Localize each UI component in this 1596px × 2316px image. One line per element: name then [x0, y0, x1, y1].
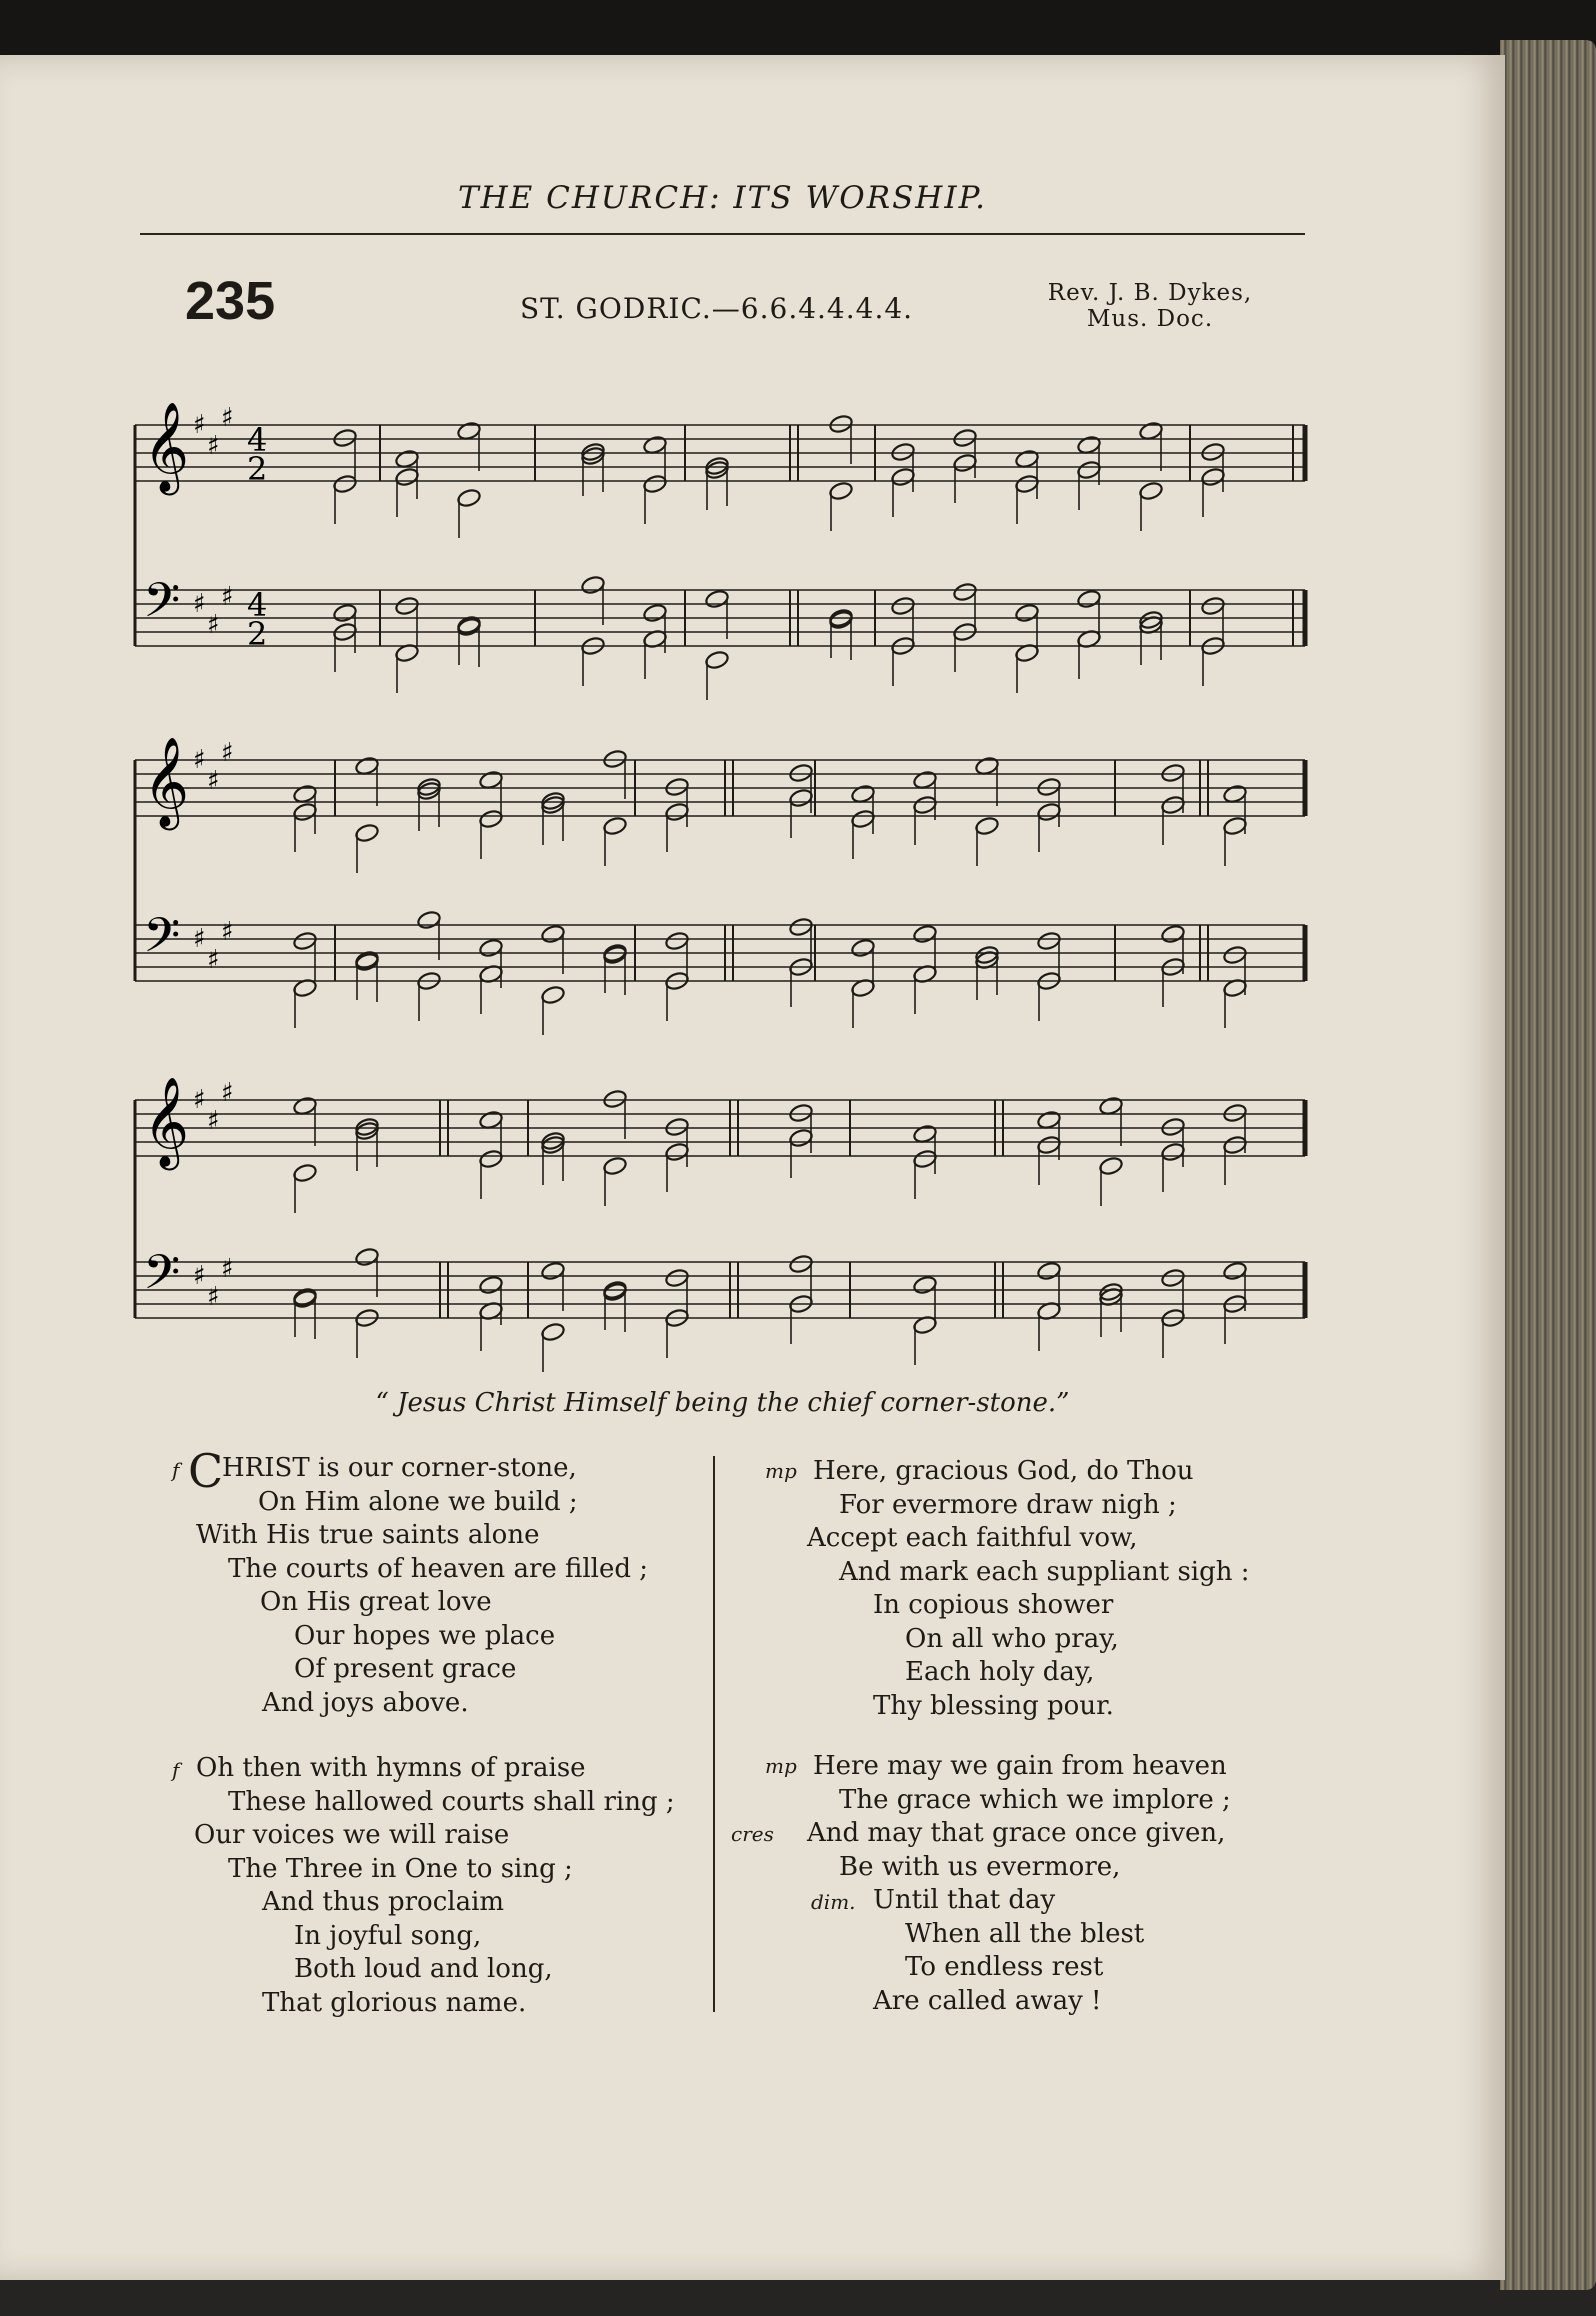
verse-line: Are called away !: [873, 1985, 1102, 2016]
verse-line: Thy blessing pour.: [873, 1690, 1114, 1721]
note-head: [292, 931, 317, 952]
note-head: [1036, 802, 1061, 823]
scripture-epigraph: “ Jesus Christ Himself being the chief corner-stone.”: [375, 1388, 1070, 1418]
note-head: [1098, 1156, 1123, 1177]
sharp-sign: ♯: [193, 1085, 206, 1115]
verse-line: Each holy day,: [905, 1657, 1095, 1687]
sharp-sign: ♯: [193, 1261, 206, 1291]
hymn-number: 235: [185, 271, 276, 331]
verse-line: That glorious name.: [262, 1987, 527, 2018]
verse-3: [765, 1455, 1325, 1723]
verse-line: Of present grace: [294, 1654, 517, 1684]
note-head: [912, 924, 937, 945]
note-head: [1036, 931, 1061, 952]
verse-1: [170, 1444, 710, 1720]
verse-line: On Him alone we build ;: [258, 1486, 578, 1517]
sharp-sign: ♯: [207, 1282, 220, 1312]
verse-line: On His great love: [260, 1587, 492, 1617]
dynamic-mark: mp: [765, 1754, 797, 1778]
verse-4: [731, 1750, 1325, 2018]
note-head: [602, 749, 627, 770]
note-head: [478, 1149, 503, 1170]
note-head: [664, 777, 689, 798]
sharp-sign: ♯: [207, 766, 220, 796]
verse-line: Until that day: [873, 1885, 1056, 1915]
tune-name: ST. GODRIC.—6.6.4.4.4.4.: [520, 292, 914, 325]
note-head: [828, 414, 853, 435]
note-head: [1036, 1135, 1061, 1156]
note-head: [332, 474, 357, 495]
note-head: [292, 1163, 317, 1184]
note-head: [478, 938, 503, 959]
note-head: [1138, 481, 1163, 502]
note-head: [478, 1275, 503, 1296]
dynamic-mark: f: [172, 1458, 180, 1482]
sharp-sign: ♯: [207, 610, 220, 640]
note-head: [1222, 1135, 1247, 1156]
note-head: [788, 1254, 813, 1275]
time-signature-top: 4: [247, 421, 268, 459]
verse-line: Our voices we will raise: [194, 1820, 510, 1850]
note-head: [912, 1149, 937, 1170]
note-head: [394, 467, 419, 488]
note-head: [1014, 603, 1039, 624]
sharp-sign: ♯: [207, 431, 220, 461]
sharp-sign: ♯: [193, 410, 206, 440]
sharp-sign: ♯: [193, 924, 206, 954]
note-head: [788, 917, 813, 938]
note-head: [478, 809, 503, 830]
note-head: [1160, 795, 1185, 816]
column-divider: [713, 1456, 715, 2012]
verse-line: In copious shower: [873, 1590, 1114, 1620]
note-head: [540, 985, 565, 1006]
note-head: [416, 910, 441, 931]
bass-clef: 𝄢: [143, 907, 181, 975]
running-head: THE CHURCH: ITS WORSHIP.: [457, 180, 988, 216]
dynamic-mark: mp: [765, 1459, 797, 1483]
treble-clef: 𝄞: [143, 402, 190, 492]
note-head: [828, 481, 853, 502]
drop-cap: C: [188, 1444, 224, 1498]
verse-line: And may that grace once given,: [807, 1818, 1226, 1848]
treble-clef: 𝄞: [143, 1077, 190, 1167]
note-head: [952, 582, 977, 603]
verse-line: To endless rest: [905, 1952, 1104, 1982]
composer-degree: Mus. Doc.: [1086, 306, 1214, 332]
note-head: [540, 924, 565, 945]
note-head: [540, 1322, 565, 1343]
note-head: [664, 1117, 689, 1138]
note-head: [540, 1261, 565, 1282]
note-head: [788, 1128, 813, 1149]
note-head: [704, 589, 729, 610]
note-head: [890, 442, 915, 463]
note-head: [602, 1156, 627, 1177]
sharp-sign: ♯: [221, 582, 234, 612]
verse-line: The grace which we implore ;: [839, 1784, 1231, 1815]
note-head: [602, 816, 627, 837]
note-head: [1222, 945, 1247, 966]
note-head: [642, 474, 667, 495]
sharp-sign: ♯: [207, 1106, 220, 1136]
note-head: [354, 823, 379, 844]
verse-line: Both loud and long,: [294, 1954, 553, 1984]
note-head: [332, 603, 357, 624]
verse-line: And joys above.: [262, 1687, 469, 1718]
note-head: [952, 453, 977, 474]
note-head: [1200, 442, 1225, 463]
note-head: [1200, 596, 1225, 617]
verse-line: Here may we gain from heaven: [813, 1751, 1227, 1781]
treble-clef: 𝄞: [143, 737, 190, 827]
note-head: [1160, 1268, 1185, 1289]
note-head: [788, 1103, 813, 1124]
sharp-sign: ♯: [207, 945, 220, 975]
sharp-sign: ♯: [193, 589, 206, 619]
note-head: [890, 467, 915, 488]
note-head: [1160, 924, 1185, 945]
dynamic-mark: f: [172, 1758, 180, 1782]
verse-line: The courts of heaven are filled ;: [228, 1553, 649, 1584]
verse-line: HRIST is our corner-stone,: [222, 1453, 577, 1483]
note-head: [912, 795, 937, 816]
sharp-sign: ♯: [221, 738, 234, 768]
note-head: [1222, 1261, 1247, 1282]
note-head: [664, 1142, 689, 1163]
note-head: [1076, 589, 1101, 610]
note-head: [1222, 816, 1247, 837]
note-head: [1076, 460, 1101, 481]
note-head: [664, 1268, 689, 1289]
note-head: [912, 1275, 937, 1296]
note-head: [850, 938, 875, 959]
note-head: [1200, 467, 1225, 488]
verse-line: And thus proclaim: [262, 1887, 505, 1917]
verse-2: [170, 1752, 710, 2020]
note-head: [456, 488, 481, 509]
verse-line: Here, gracious God, do Thou: [813, 1456, 1194, 1486]
verse-line: In joyful song,: [294, 1920, 482, 1951]
note-head: [664, 931, 689, 952]
note-head: [1160, 763, 1185, 784]
verse-line: On all who pray,: [905, 1623, 1119, 1654]
verse-line: These hallowed courts shall ring ;: [228, 1786, 675, 1817]
time-signature-top: 4: [247, 586, 268, 624]
note-head: [332, 428, 357, 449]
verse-line: With His true saints alone: [196, 1520, 540, 1550]
note-head: [602, 1089, 627, 1110]
composer-name: Rev. J. B. Dykes,: [1047, 280, 1253, 306]
score-systems: [135, 402, 1305, 1372]
note-head: [1222, 1103, 1247, 1124]
note-head: [292, 802, 317, 823]
verse-line: And mark each suppliant sigh :: [839, 1556, 1250, 1587]
sharp-sign: ♯: [221, 403, 234, 433]
note-head: [1036, 1261, 1061, 1282]
note-head: [952, 428, 977, 449]
time-signature-bottom: 2: [247, 615, 268, 653]
note-head: [850, 809, 875, 830]
note-head: [1036, 777, 1061, 798]
bass-clef: 𝄢: [143, 1244, 181, 1312]
verse-line: Be with us evermore,: [839, 1851, 1121, 1882]
dynamic-mark-cres: cres: [731, 1822, 774, 1846]
note-head: [394, 596, 419, 617]
note-head: [1160, 1117, 1185, 1138]
note-head: [580, 575, 605, 596]
verse-line: The Three in One to sing ;: [228, 1853, 573, 1884]
note-head: [788, 788, 813, 809]
note-head: [974, 816, 999, 837]
note-head: [704, 650, 729, 671]
sharp-sign: ♯: [193, 745, 206, 775]
dynamic-mark-dim: dim.: [811, 1890, 856, 1914]
sharp-sign: ♯: [221, 1078, 234, 1108]
verse-line: When all the blest: [905, 1918, 1145, 1949]
note-head: [788, 763, 813, 784]
time-signature-bottom: 2: [247, 450, 268, 488]
sharp-sign: ♯: [221, 917, 234, 947]
note-head: [664, 802, 689, 823]
note-head: [1160, 1142, 1185, 1163]
verse-line: Our hopes we place: [294, 1620, 556, 1651]
sharp-sign: ♯: [221, 1254, 234, 1284]
note-head: [642, 603, 667, 624]
note-head: [354, 1247, 379, 1268]
note-head: [1014, 474, 1039, 495]
verse-line: For evermore draw nigh ;: [839, 1489, 1177, 1520]
note-head: [890, 596, 915, 617]
bass-clef: 𝄢: [143, 572, 181, 640]
verse-line: Oh then with hymns of praise: [196, 1753, 586, 1783]
verse-line: Accept each faithful vow,: [807, 1523, 1138, 1553]
